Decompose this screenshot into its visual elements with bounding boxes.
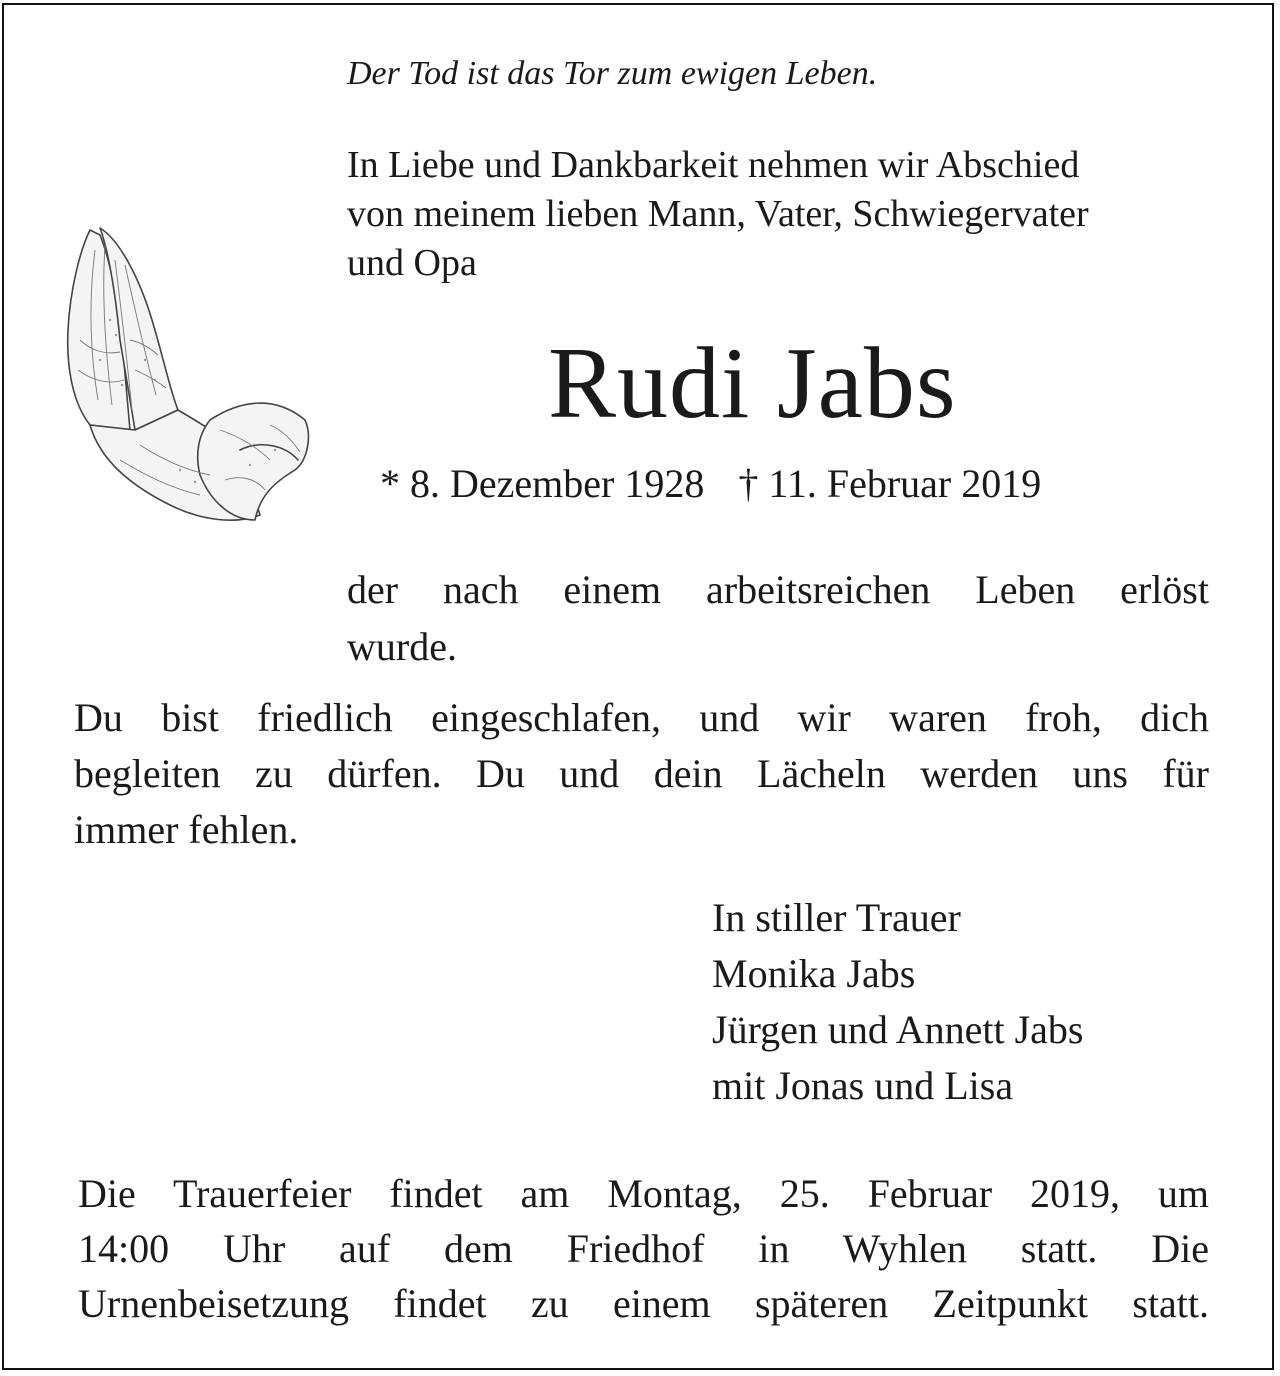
intro-line: und Opa <box>347 242 477 284</box>
service-line: 14:00 Uhr auf dem Friedhof in Wyhlen statt. Die <box>78 1226 1209 1271</box>
signature-block <box>712 890 1083 1114</box>
praying-hands-icon <box>60 220 315 532</box>
intro-line: von meinem lieben Mann, Vater, Schwiegervater <box>347 193 1089 235</box>
farewell-line: begleiten zu dürfen. Du und dein Lächeln werden uns für <box>74 751 1209 796</box>
relief-line: der nach einem arbeitsreichen Leben erlöst <box>347 567 1209 612</box>
relief-text <box>347 561 1209 675</box>
relief-line: wurde. <box>347 624 457 669</box>
farewell-line: immer fehlen. <box>74 807 299 852</box>
farewell-line: Du bist friedlich eingeschlafen, und wir waren froh, dich <box>74 695 1209 740</box>
service-line: Die Trauerfeier findet am Montag, 25. Februar 2019, um <box>78 1171 1209 1216</box>
signature-line: In stiller Trauer <box>712 895 961 940</box>
signature-line: mit Jonas und Lisa <box>712 1063 1014 1108</box>
farewell-text <box>74 690 1209 858</box>
birth-date: * 8. Dezember 1928 <box>380 461 705 506</box>
signature-line: Monika Jabs <box>712 951 916 996</box>
intro-line: In Liebe und Dankbarkeit nehmen wir Abschied <box>347 144 1080 186</box>
motto-text: Der Tod ist das Tor zum ewigen Leben. <box>347 55 878 92</box>
signature-line: Jürgen und Annett Jabs <box>712 1007 1084 1052</box>
service-line: Urnenbeisetzung findet zu einem späteren Zeitpunkt statt. <box>78 1281 1209 1326</box>
deceased-name: Rudi Jabs <box>548 327 957 440</box>
service-text <box>78 1166 1209 1331</box>
death-date: † 11. Februar 2019 <box>738 461 1042 506</box>
life-dates <box>380 456 1041 512</box>
intro-text <box>347 141 1089 288</box>
